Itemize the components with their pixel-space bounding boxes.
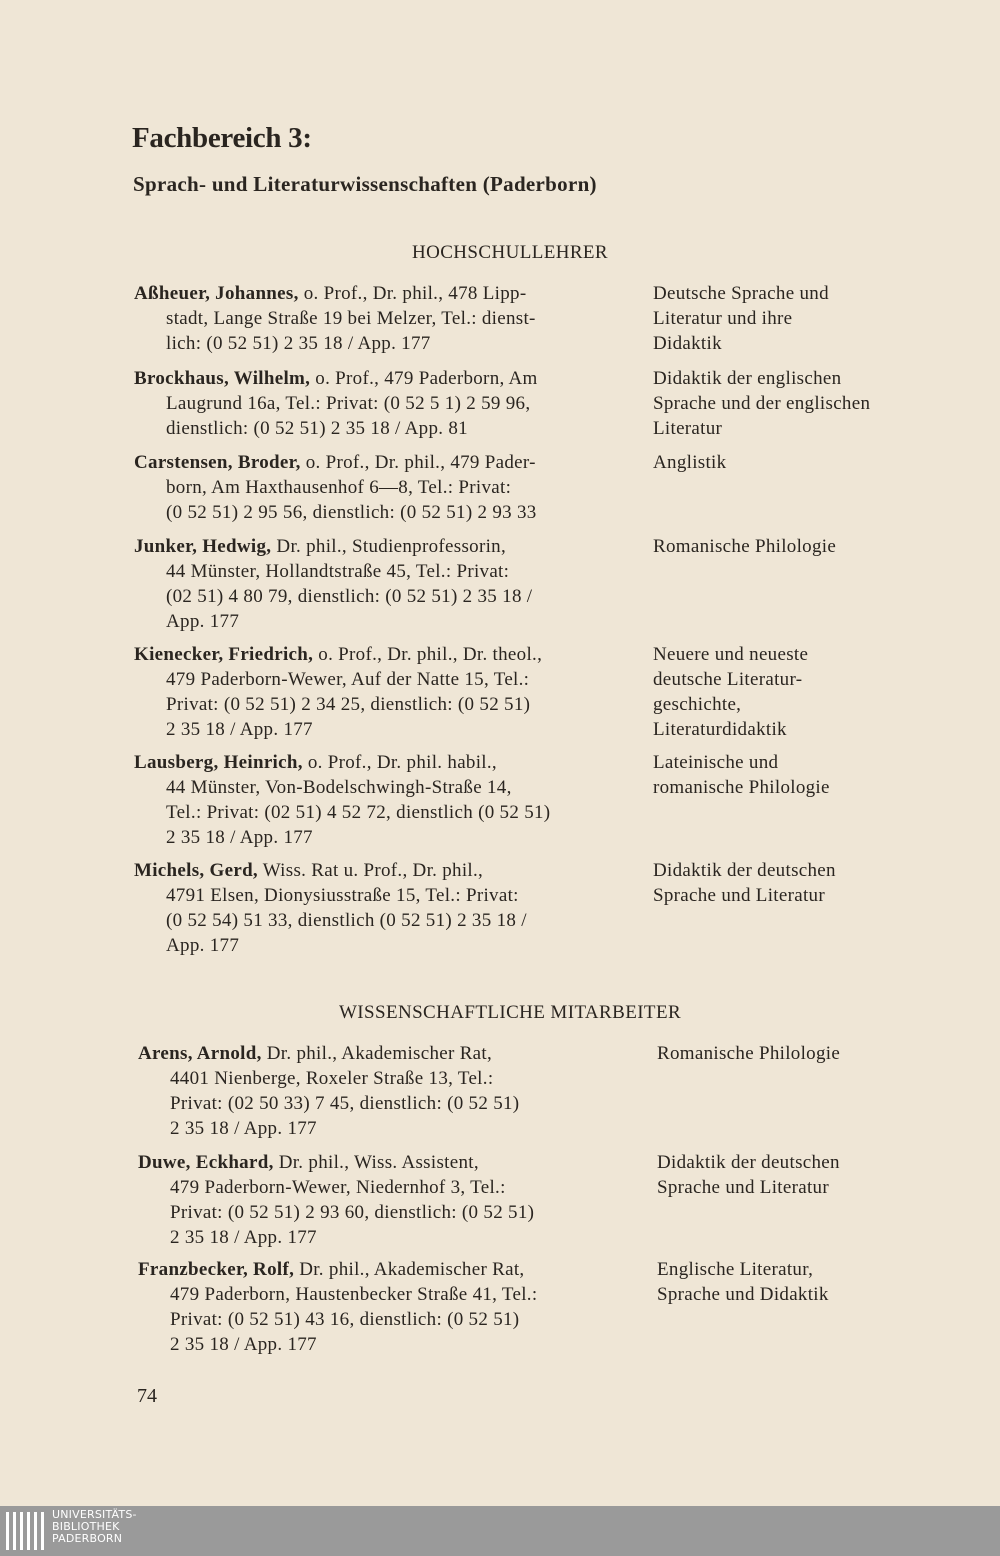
staff-name: Arens, Arnold, — [138, 1043, 262, 1064]
staff-detail-line — [138, 1041, 624, 1066]
staff-details — [134, 281, 620, 356]
staff-detail-line — [134, 858, 620, 883]
staff-detail-line — [134, 306, 620, 331]
staff-detail-line — [138, 1200, 624, 1225]
staff-name: Brockhaus, Wilhelm, — [134, 368, 311, 389]
detail-text: o. Prof., Dr. phil., 478 Lipp- — [303, 283, 527, 304]
detail-text: Dr. phil., Akademischer Rat, — [266, 1043, 493, 1064]
detail-text: lich: (0 52 51) 2 35 18 / App. 177 — [166, 333, 431, 354]
field-line: Didaktik der englischen — [653, 368, 842, 389]
field-line: Sprache und der englischen — [653, 393, 871, 414]
detail-text: App. 177 — [166, 611, 240, 632]
field-line: Literatur — [653, 418, 723, 439]
staff-detail-line — [134, 281, 620, 306]
staff-details — [134, 642, 620, 742]
detail-text: 2 35 18 / App. 177 — [166, 719, 313, 740]
detail-text: (02 51) 4 80 79, dienstlich: (0 52 51) 2 35 18 / — [166, 586, 533, 607]
staff-field — [653, 642, 923, 742]
field-line: deutsche Literatur- — [653, 669, 803, 690]
staff-detail-line — [134, 450, 620, 475]
field-line: Sprache und Didaktik — [657, 1284, 829, 1305]
section-heading-mitarbeiter: WISSENSCHAFTLICHE MITARBEITER — [338, 1002, 682, 1023]
staff-name: Aßheuer, Johannes, — [134, 283, 299, 304]
detail-text: Dr. phil., Wiss. Assistent, — [278, 1152, 479, 1173]
detail-text: o. Prof., Dr. phil., 479 Pader- — [305, 452, 536, 473]
staff-detail-line — [134, 416, 620, 441]
field-line: Neuere und neueste — [653, 644, 809, 665]
staff-detail-line — [134, 800, 620, 825]
field-line: geschichte, — [653, 694, 742, 715]
logo-line: UNIVERSITÄTS- — [52, 1508, 137, 1521]
staff-detail-line — [138, 1307, 624, 1332]
staff-detail-line — [134, 717, 620, 742]
detail-text: 4791 Elsen, Dionysiusstraße 15, Tel.: Privat: — [166, 885, 519, 906]
field-line: romanische Philologie — [653, 777, 830, 798]
staff-detail-line — [134, 933, 620, 958]
detail-text: Tel.: Privat: (02 51) 4 52 72, dienstlich (0 52 51) — [166, 802, 551, 823]
page-subtitle: Sprach- und Literaturwissenschaften (Paderborn) — [133, 172, 597, 196]
staff-field — [653, 858, 923, 908]
staff-detail-line — [138, 1150, 624, 1175]
staff-field — [653, 450, 923, 475]
library-logo-text — [52, 1509, 137, 1545]
staff-details — [134, 534, 620, 634]
staff-field — [657, 1150, 927, 1200]
detail-text: Wiss. Rat u. Prof., Dr. phil., — [262, 860, 484, 881]
staff-detail-line — [134, 331, 620, 356]
detail-text: Laugrund 16a, Tel.: Privat: (0 52 5 1) 2 59 96, — [166, 393, 531, 414]
detail-text: (0 52 54) 51 33, dienstlich (0 52 51) 2 35 18 / — [166, 910, 527, 931]
detail-text: 2 35 18 / App. 177 — [166, 827, 313, 848]
detail-text: 479 Paderborn, Haustenbecker Straße 41, Tel.: — [170, 1284, 538, 1305]
section-heading-hochschullehrer: HOCHSCHULLEHRER — [411, 242, 608, 263]
field-line: Didaktik der deutschen — [657, 1152, 840, 1173]
detail-text: 2 35 18 / App. 177 — [170, 1118, 317, 1139]
field-line: Didaktik — [653, 333, 722, 354]
staff-detail-line — [134, 692, 620, 717]
detail-text: Dr. phil., Akademischer Rat, — [299, 1259, 525, 1280]
detail-text: stadt, Lange Straße 19 bei Melzer, Tel.: dienst- — [166, 308, 536, 329]
staff-detail-line — [138, 1332, 624, 1357]
staff-field — [653, 366, 923, 441]
library-footer — [0, 1506, 1000, 1556]
staff-detail-line — [134, 366, 620, 391]
staff-name: Duwe, Eckhard, — [138, 1152, 274, 1173]
staff-detail-line — [134, 908, 620, 933]
staff-field — [657, 1257, 927, 1307]
field-line: Deutsche Sprache und — [653, 283, 829, 304]
detail-text: Dr. phil., Studienprofessorin, — [276, 536, 507, 557]
staff-detail-line — [134, 609, 620, 634]
staff-detail-line — [134, 475, 620, 500]
detail-text: o. Prof., Dr. phil. habil., — [307, 752, 497, 773]
staff-name: Michels, Gerd, — [134, 860, 258, 881]
detail-text: o. Prof., 479 Paderborn, Am — [315, 368, 538, 389]
field-line: Englische Literatur, — [657, 1259, 814, 1280]
detail-text: 4401 Nienberge, Roxeler Straße 13, Tel.: — [170, 1068, 494, 1089]
staff-detail-line — [138, 1066, 624, 1091]
staff-field — [657, 1041, 927, 1066]
staff-detail-line — [134, 559, 620, 584]
staff-detail-line — [138, 1257, 624, 1282]
staff-name: Franzbecker, Rolf, — [138, 1259, 295, 1280]
field-line: Romanische Philologie — [657, 1043, 841, 1064]
staff-field — [653, 750, 923, 800]
staff-name: Kienecker, Friedrich, — [134, 644, 314, 665]
detail-text: Privat: (0 52 51) 43 16, dienstlich: (0 52 51) — [170, 1309, 520, 1330]
staff-details — [138, 1257, 624, 1357]
detail-text: 44 Münster, Hollandtstraße 45, Tel.: Privat: — [166, 561, 510, 582]
staff-field — [653, 281, 923, 356]
detail-text: Privat: (0 52 51) 2 34 25, dienstlich: (0 52 51) — [166, 694, 531, 715]
staff-details — [138, 1041, 624, 1141]
staff-detail-line — [134, 667, 620, 692]
staff-detail-line — [134, 500, 620, 525]
field-line: Sprache und Literatur — [657, 1177, 829, 1198]
staff-detail-line — [138, 1282, 624, 1307]
detail-text: 2 35 18 / App. 177 — [170, 1334, 317, 1355]
staff-detail-line — [134, 750, 620, 775]
staff-detail-line — [134, 642, 620, 667]
detail-text: 2 35 18 / App. 177 — [170, 1227, 317, 1248]
staff-details — [138, 1150, 624, 1250]
staff-details — [134, 366, 620, 441]
logo-line: PADERBORN — [52, 1532, 123, 1545]
detail-text: born, Am Haxthausenhof 6—8, Tel.: Privat: — [166, 477, 512, 498]
staff-name: Lausberg, Heinrich, — [134, 752, 303, 773]
staff-detail-line — [138, 1091, 624, 1116]
staff-field — [653, 534, 923, 559]
staff-detail-line — [134, 534, 620, 559]
detail-text: Privat: (02 50 33) 7 45, dienstlich: (0 52 51) — [170, 1093, 520, 1114]
staff-detail-line — [134, 584, 620, 609]
staff-name: Junker, Hedwig, — [134, 536, 272, 557]
staff-detail-line — [138, 1225, 624, 1250]
field-line: Sprache und Literatur — [653, 885, 825, 906]
field-line: Romanische Philologie — [653, 536, 837, 557]
field-line: Literaturdidaktik — [653, 719, 787, 740]
page-title: Fachbereich 3: — [132, 122, 312, 154]
detail-text: 479 Paderborn-Wewer, Niedernhof 3, Tel.: — [170, 1177, 506, 1198]
staff-detail-line — [134, 825, 620, 850]
detail-text: Privat: (0 52 51) 2 93 60, dienstlich: (0 52 51) — [170, 1202, 535, 1223]
detail-text: o. Prof., Dr. phil., Dr. theol., — [318, 644, 543, 665]
field-line: Literatur und ihre — [653, 308, 793, 329]
field-line: Lateinische und — [653, 752, 779, 773]
staff-detail-line — [138, 1116, 624, 1141]
staff-detail-line — [134, 775, 620, 800]
detail-text: App. 177 — [166, 935, 240, 956]
detail-text: (0 52 51) 2 95 56, dienstlich: (0 52 51) 2 93 33 — [166, 502, 537, 523]
staff-detail-line — [134, 883, 620, 908]
staff-name: Carstensen, Broder, — [134, 452, 301, 473]
field-line: Anglistik — [653, 452, 727, 473]
field-line: Didaktik der deutschen — [653, 860, 836, 881]
detail-text: 44 Münster, Von-Bodelschwingh-Straße 14, — [166, 777, 512, 798]
detail-text: dienstlich: (0 52 51) 2 35 18 / App. 81 — [166, 418, 468, 439]
staff-details — [134, 750, 620, 850]
library-logo-icon — [6, 1512, 46, 1550]
staff-details — [134, 450, 620, 525]
page-number: 74 — [137, 1385, 157, 1407]
staff-detail-line — [134, 391, 620, 416]
logo-line: BIBLIOTHEK — [52, 1520, 120, 1533]
detail-text: 479 Paderborn-Wewer, Auf der Natte 15, Tel.: — [166, 669, 530, 690]
staff-details — [134, 858, 620, 958]
staff-detail-line — [138, 1175, 624, 1200]
